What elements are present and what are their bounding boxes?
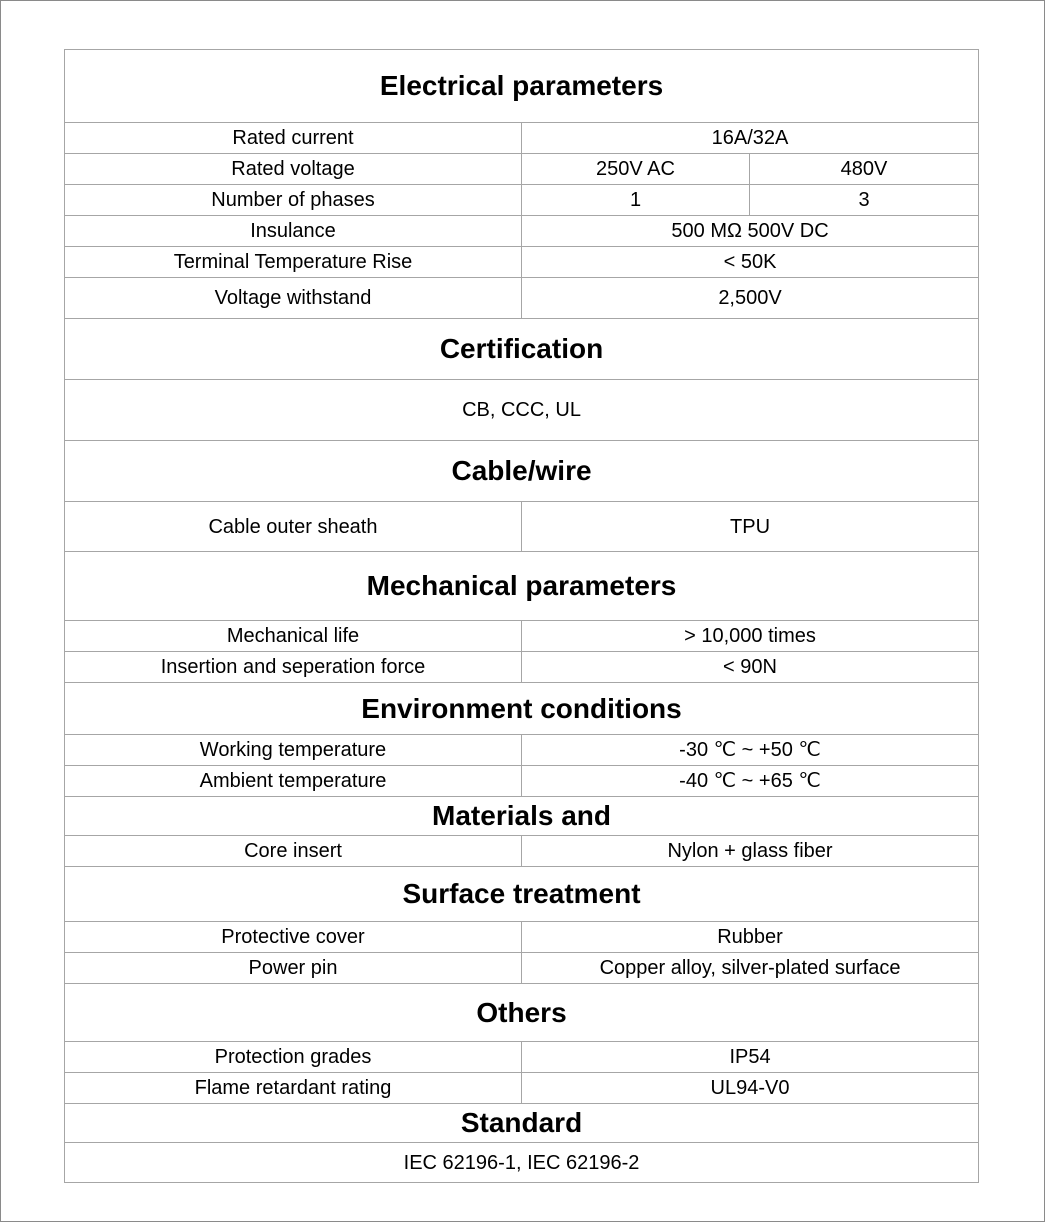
table-row [65,216,979,247]
row-label: Terminal Temperature Rise [65,247,522,278]
row-label: Ambient temperature [65,766,522,797]
table-row [65,502,979,552]
table-row [65,621,979,652]
row-value: 2,500V [522,278,979,319]
table-row [65,278,979,319]
row-label: Voltage withstand [65,278,522,319]
table-row [65,247,979,278]
table-row [65,154,979,185]
row-value-three-phase: 480V [750,154,979,185]
section-header-row [65,683,979,735]
section-title-cable: Cable/wire [65,441,979,502]
table-row [65,123,979,154]
table-row [65,1073,979,1104]
row-value: -30 ℃ ~ +50 ℃ [522,735,979,766]
section-title-surface: Surface treatment [65,867,979,922]
section-title-others: Others [65,984,979,1042]
section-title-certification: Certification [65,319,979,380]
table-row [65,1143,979,1183]
section-header-row [65,319,979,380]
table-row [65,922,979,953]
row-label: Working temperature [65,735,522,766]
row-value: UL94-V0 [522,1073,979,1104]
table-row [65,1042,979,1073]
certification-list: CB, CCC, UL [65,380,979,441]
row-label: Power pin [65,953,522,984]
row-value-single-phase: 250V AC [522,154,750,185]
section-title-standard: Standard [65,1104,979,1143]
table-row [65,836,979,867]
table-row [65,953,979,984]
section-title-mechanical: Mechanical parameters [65,552,979,621]
section-header-row [65,984,979,1042]
row-value: 16A/32A [522,123,979,154]
row-label: Insertion and seperation force [65,652,522,683]
section-title-electrical: Electrical parameters [65,50,979,123]
section-header-row [65,441,979,502]
table-row [65,766,979,797]
row-label: Protection grades [65,1042,522,1073]
row-value: -40 ℃ ~ +65 ℃ [522,766,979,797]
row-value: < 50K [522,247,979,278]
row-label: Rated current [65,123,522,154]
row-value-three-phase: 3 [750,185,979,216]
row-label: Mechanical life [65,621,522,652]
table-row [65,735,979,766]
section-title-environment: Environment conditions [65,683,979,735]
row-value: TPU [522,502,979,552]
section-title-materials: Materials and [65,797,979,836]
section-header-row [65,552,979,621]
section-header-row [65,50,979,123]
table-row [65,380,979,441]
table-row [65,185,979,216]
row-label: Protective cover [65,922,522,953]
row-label: Core insert [65,836,522,867]
row-label: Insulance [65,216,522,247]
section-header-row [65,1104,979,1143]
row-value: Rubber [522,922,979,953]
specifications-table [64,49,979,1183]
row-label: Flame retardant rating [65,1073,522,1104]
table-row [65,652,979,683]
row-value: IP54 [522,1042,979,1073]
row-value: 500 MΩ 500V DC [522,216,979,247]
row-value: < 90N [522,652,979,683]
row-value: Copper alloy, silver-plated surface [522,953,979,984]
row-label: Rated voltage [65,154,522,185]
row-label: Number of phases [65,185,522,216]
row-value-single-phase: 1 [522,185,750,216]
row-label: Cable outer sheath [65,502,522,552]
standards-list: IEC 62196-1, IEC 62196-2 [65,1143,979,1183]
row-value: Nylon + glass fiber [522,836,979,867]
section-header-row [65,867,979,922]
section-header-row [65,797,979,836]
row-value: > 10,000 times [522,621,979,652]
